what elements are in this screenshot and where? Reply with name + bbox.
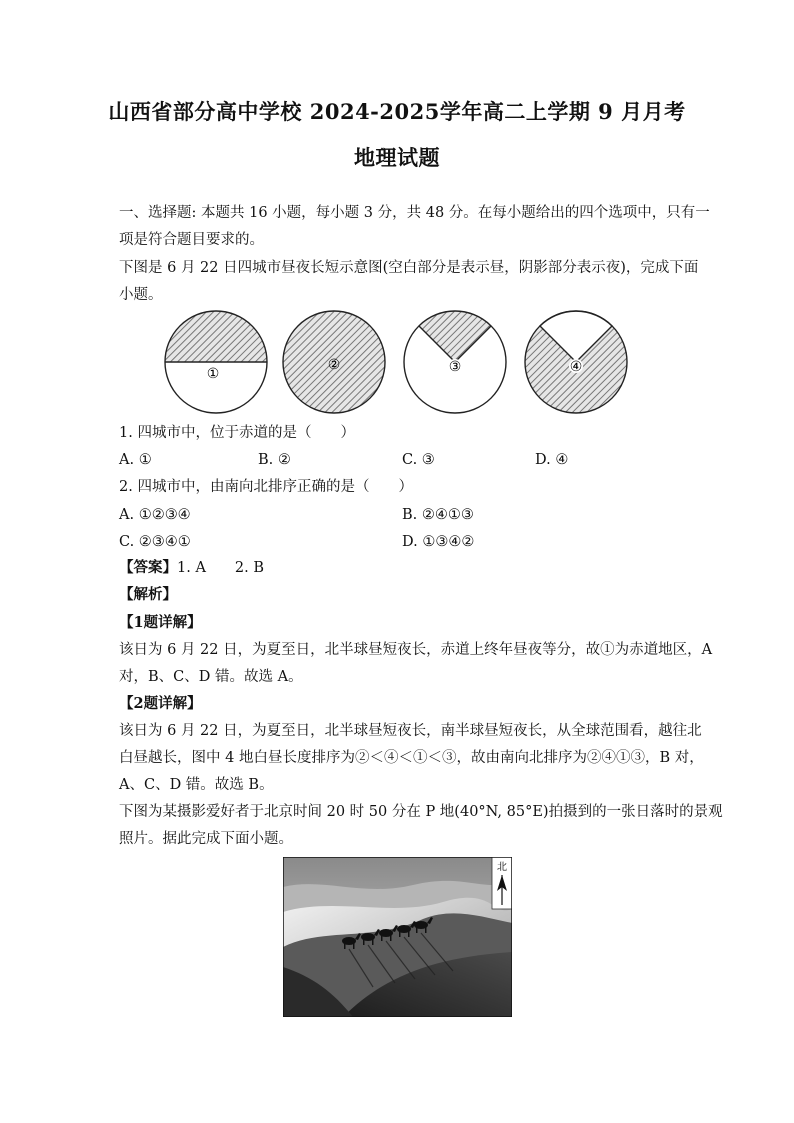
question-1-option-d: D. ④ [535,452,569,468]
section-instruction-line1: 一、选择题: 本题共 16 小题，每小题 3 分，共 48 分。在每小题给出的四个选项中，只有一 [119,205,710,221]
question-2-option-b: B. ②④①③ [402,507,474,523]
answer-label: 【答案】 [119,559,177,576]
city-circle-2 [283,311,385,413]
figure-intro-line2: 小题。 [119,287,163,303]
detail-1-line2: 对，B、C、D 错。故选 A。 [119,669,303,685]
compass-north-label: 北 [497,862,507,873]
question-1-option-b: B. ② [258,452,291,468]
day-night-diagram [160,308,635,418]
answer-line [119,558,679,578]
question-1-option-a: A. ① [119,452,152,468]
question-2-option-c: C. ②③④① [119,534,191,550]
detail-1-line1: 该日为 6 月 22 日，为夏至日，北半球昼短夜长，赤道上终年昼夜等分，故①为赤道地区，A [119,642,713,658]
question-2-option-a: A. ①②③④ [119,507,191,523]
circle-label-1: ① [206,366,220,382]
question-1-option-c: C. ③ [402,452,435,468]
question-2-option-d: D. ①③④② [402,534,475,550]
question-2-stem: 2. 四城市中，由南向北排序正确的是（ ） [119,479,413,495]
city-circle-4 [525,311,627,413]
detail-2-line2: 白昼越长，图中 4 地白昼长度排序为②＜④＜①＜③，故由南向北排序为②④①③，B 对， [119,750,704,766]
detail-2-line1: 该日为 6 月 22 日，为夏至日，北半球昼短夜长，南半球昼短夜长，从全球范围看，越往北 [119,723,702,739]
city-circle-3 [404,311,506,413]
analysis-label: 【解析】 [119,586,177,603]
city-circle-1 [165,311,267,413]
circle-label-3: ③ [448,359,462,375]
page-title: 山西省部分高中学校 2024-2025学年高二上学期 9 月月考 [108,99,686,124]
answer-text: 1. A 2. B [177,560,265,576]
circle-label-2: ② [327,357,341,373]
desert-sunset-photo [283,857,512,1017]
figure-intro-line1: 下图是 6 月 22 日四城市昼夜长短示意图(空白部分是表示昼，阴影部分表示夜)，完成下面 [119,260,699,276]
photo-intro-line1: 下图为某摄影爱好者于北京时间 20 时 50 分在 P 地(40°N, 85°E)拍摄到的一张日落时的景观 [119,804,723,820]
photo-intro-line2: 照片。据此完成下面小题。 [119,831,293,847]
detail-2-label: 【2题详解】 [119,695,202,712]
section-instruction-line2: 项是符合题目要求的。 [119,232,264,248]
detail-1-label: 【1题详解】 [119,614,202,631]
circle-label-4: ④ [569,359,583,375]
page-subtitle: 地理试题 [354,145,440,170]
question-1-stem: 1. 四城市中，位于赤道的是（ ） [119,425,355,441]
detail-2-line3: A、C、D 错。故选 B。 [119,777,274,793]
